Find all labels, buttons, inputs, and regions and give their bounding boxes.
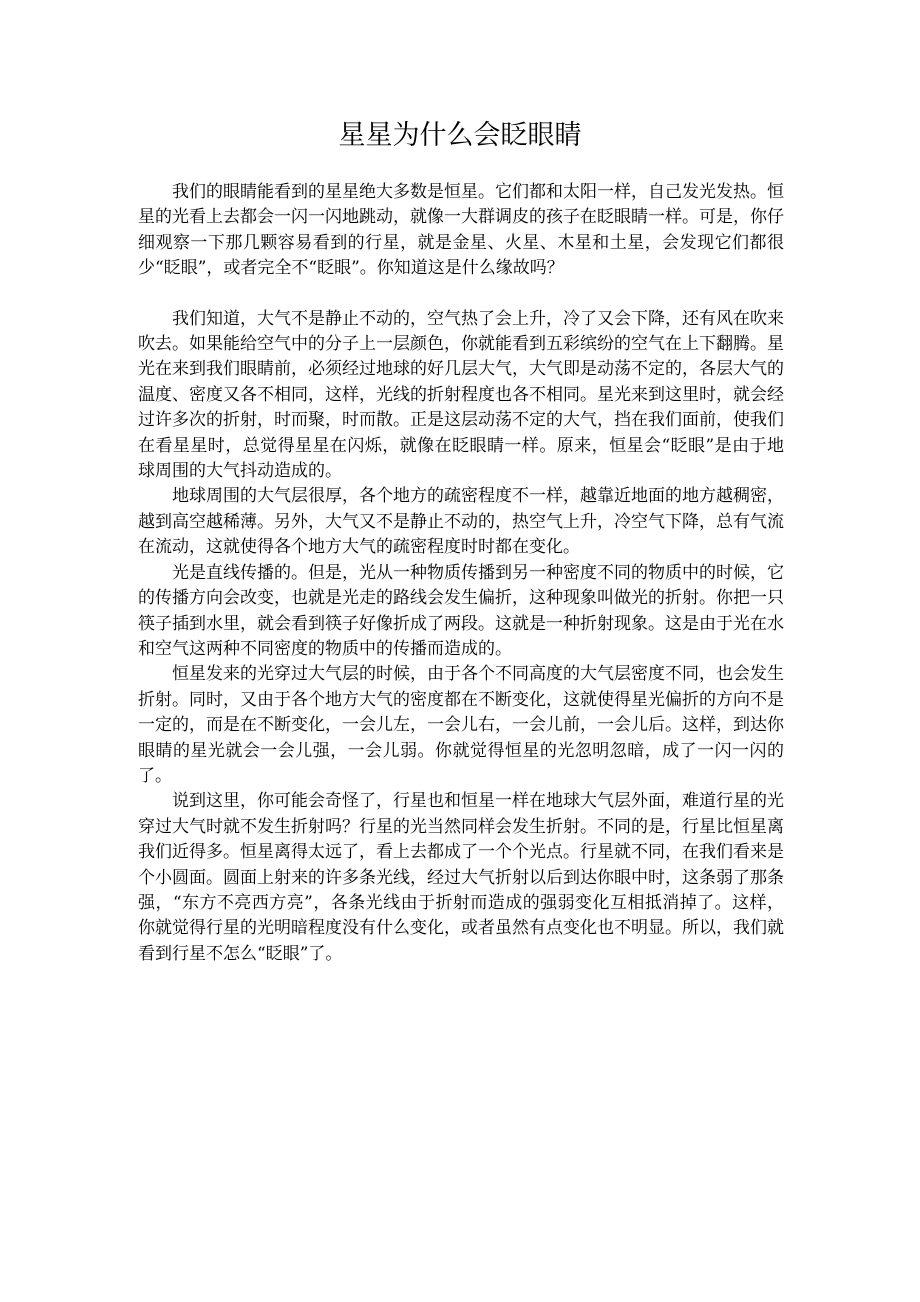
document-title: 星星为什么会眨眼睛 <box>338 120 582 151</box>
paragraph-4: 光是直线传播的。但是，光从一种物质传播到另一种密度不同的物质中的时候，它的传播方向会改变，也就是光走的路线会发生偏折，这种现象叫做光的折射。你把一只筷子插到水里，就会看到筷子好像折成了两段。这就是一种折射现象。这是由于光在水和空气这两种不同密度的物质中的传播而造成的。 <box>138 562 784 659</box>
document-body <box>138 180 784 967</box>
paragraph-6: 说到这里，你可能会奇怪了，行星也和恒星一样在地球大气层外面，难道行星的光穿过大气时就不发生折射吗？行星的光当然同样会发生折射。不同的是，行星比恒星离我们近得多。恒星离得太远了，看上去都成了一个个光点。行星就不同，在我们看来是个小圆面。圆面上射来的许多条光线，经过大气折射以后到达你眼中时，这条弱了那条强，“东方不亮西方亮”，各条光线由于折射而造成的强弱变化互相抵消掉了。这样，你就觉得行星的光明暗程度没有什么变化，或者虽然有点变化也不明显。所以，我们就看到行星不怎么“眨眼”了。 <box>138 791 784 964</box>
paragraph-1: 我们的眼睛能看到的星星绝大多数是恒星。它们都和太阳一样，自己发光发热。恒星的光看上去都会一闪一闪地跳动，就像一大群调皮的孩子在眨眼睛一样。可是，你仔细观察一下那几颗容易看到的行星，就是金星、火星、木星和土星，会发现它们都很少“眨眼”，或者完全不“眨眼”。你知道这是什么缘故吗？ <box>138 182 784 279</box>
paragraph-3: 地球周围的大气层很厚，各个地方的疏密程度不一样，越靠近地面的地方越稠密，越到高空越稀薄。另外，大气又不是静止不动的，热空气上升，冷空气下降，总有气流在流动，这就使得各个地方大气的疏密程度时时都在变化。 <box>138 486 784 558</box>
paragraph-2: 我们知道，大气不是静止不动的，空气热了会上升，冷了又会下降，还有风在吹来吹去。如果能给空气中的分子上一层颜色，你就能看到五彩缤纷的空气在上下翻腾。星光在来到我们眼睛前，必须经过地球的好几层大气，大气即是动荡不定的，各层大气的温度、密度又各不相同，这样，光线的折射程度也各不相同。星光来到这里时，就会经过许多次的折射，时而聚，时而散。正是这层动荡不定的大气，挡在我们面前，使我们在看星星时，总觉得星星在闪烁，就像在眨眼睛一样。原来，恒星会“眨眼”是由于地球周围的大气抖动造成的。 <box>138 308 784 482</box>
paragraph-5: 恒星发来的光穿过大气层的时候，由于各个不同高度的大气层密度不同，也会发生折射。同时，又由于各个地方大气的密度都在不断变化，这就使得星光偏折的方向不是一定的，而是在不断变化，一会儿左，一会儿右，一会儿前，一会儿后。这样，到达你眼睛的星光就会一会儿强，一会儿弱。你就觉得恒星的光忽明忽暗，成了一闪一闪的了。 <box>138 664 784 786</box>
